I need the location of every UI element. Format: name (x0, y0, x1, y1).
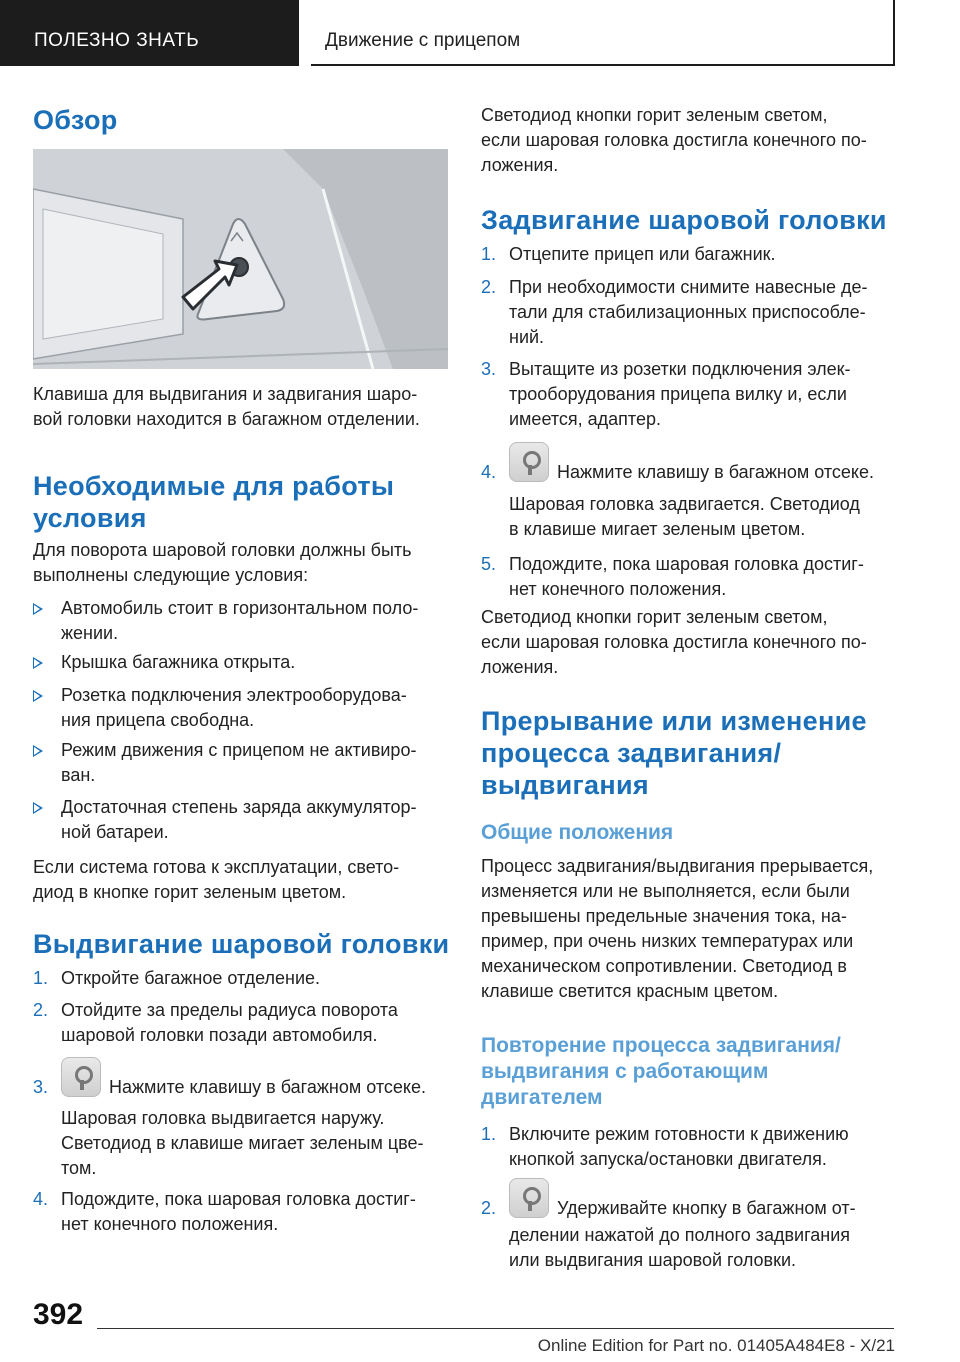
repeat-subheading-line-1: Повторение процесса задвигания/ (481, 1034, 841, 1057)
interrupt-heading-line-3: выдвигания (481, 770, 649, 800)
edition-note: Online Edition for Part no. 01405A484E8 - X/21 (537, 1336, 895, 1355)
conditions-note-line-1: Если система готова к эксплуатации, свето- (33, 857, 400, 877)
trunk-button-icon (61, 1057, 101, 1097)
interrupt-heading-line-2: процесса задвигания/ (481, 738, 782, 768)
general-text-line: изменяется или не выполняется, если были (481, 881, 850, 901)
overview-caption-line-2: вой головки находится в багажном отделении. (33, 409, 420, 429)
general-subheading: Общие положения (481, 821, 674, 844)
bullet-triangle-icon (33, 657, 43, 669)
general-text-line: Процесс задвигания/выдвигания прерывается, (481, 856, 874, 876)
conditions-heading-line-2: условия (33, 503, 147, 533)
page-number: 392 (33, 1298, 84, 1331)
extend-result-line-3: ложения. (481, 155, 559, 175)
retract-result-line-2: если шаровая головка достигла конечного по- (481, 632, 867, 652)
conditions-heading-line-1: Необходимые для работы (33, 471, 395, 501)
bullet-triangle-icon (33, 603, 43, 615)
trunk-panel-drawing (33, 149, 448, 369)
general-text-line: механическом сопротивлении. Светодиод в (481, 956, 847, 976)
bullet-triangle-icon (33, 745, 43, 757)
repeat-subheading-line-2: выдвигания с работающим (481, 1060, 769, 1083)
extend-result-line-1: Светодиод кнопки горит зеленым светом, (481, 105, 828, 125)
bullet-triangle-icon (33, 690, 43, 702)
general-text-line: клавише светится красным цветом. (481, 981, 779, 1001)
trunk-button-icon (509, 442, 549, 482)
footer-divider (97, 1328, 894, 1329)
overview-heading: Обзор (33, 105, 118, 135)
general-text-line: пример, при очень низких температурах или (481, 931, 854, 951)
chapter-label: Движение с прицепом (325, 30, 521, 51)
trunk-button-illustration (33, 149, 448, 369)
overview-caption-line-1: Клавиша для выдвигания и задвигания шаро- (33, 384, 418, 404)
trunk-button-icon (509, 1178, 549, 1218)
retract-result-line-3: ложения. (481, 657, 559, 677)
extend-result-line-2: если шаровая головка достигла конечного по- (481, 130, 867, 150)
retract-result-line-1: Светодиод кнопки горит зеленым светом, (481, 607, 828, 627)
general-text-line: превышены предельные значения тока, на- (481, 906, 847, 926)
section-tab (0, 0, 299, 66)
retract-heading: Задвигание шаровой головки (481, 205, 887, 235)
conditions-intro-line-1: Для поворота шаровой головки должны быть (33, 540, 412, 560)
interrupt-heading-line-1: Прерывание или изменение (481, 706, 867, 736)
section-label: ПОЛЕЗНО ЗНАТЬ (34, 30, 200, 51)
page-header (0, 0, 960, 66)
conditions-note-line-2: диод в кнопке горит зеленым цветом. (33, 882, 347, 902)
chapter-tab (311, 0, 895, 66)
conditions-intro-line-2: выполнены следующие условия: (33, 565, 309, 585)
repeat-subheading-line-3: двигателем (481, 1086, 603, 1109)
extend-heading: Выдвигание шаровой головки (33, 929, 450, 959)
bullet-triangle-icon (33, 802, 43, 814)
